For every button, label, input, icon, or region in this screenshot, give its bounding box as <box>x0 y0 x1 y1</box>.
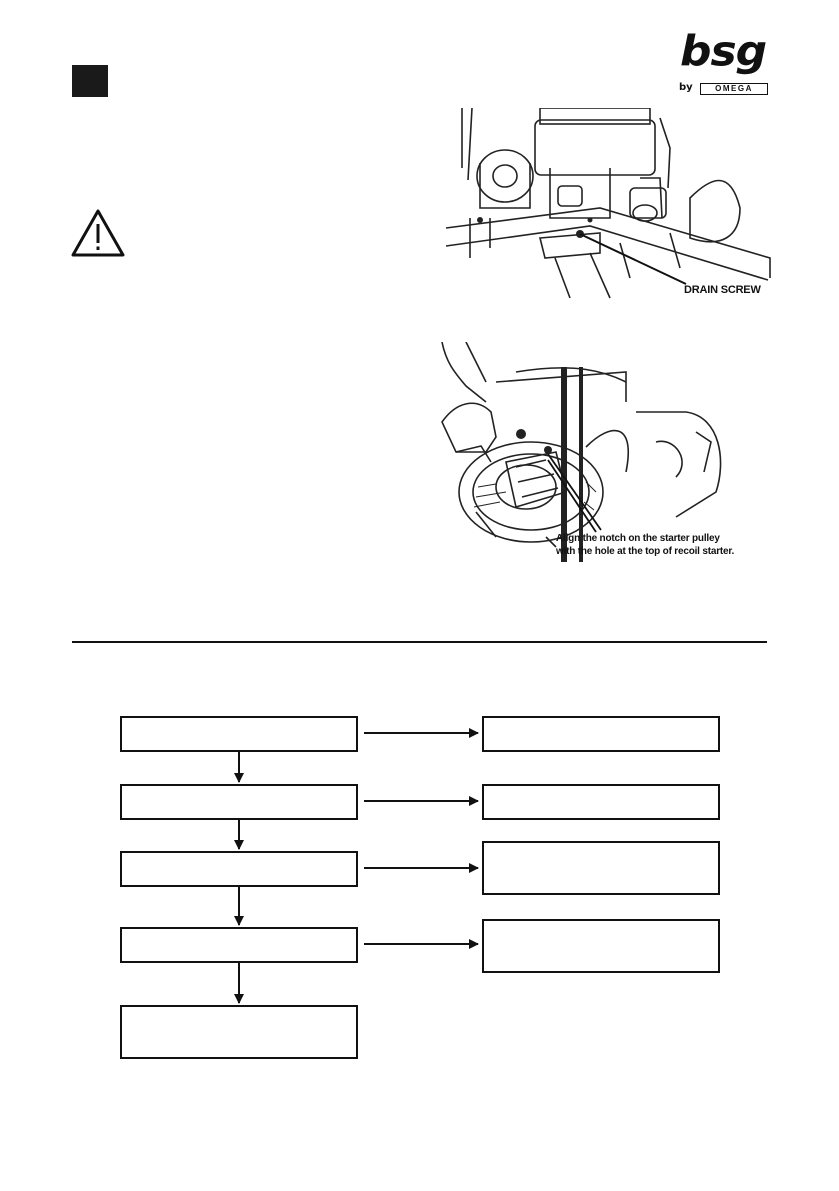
logo-wordmark: bsg <box>680 27 767 76</box>
caption-line-2: with the hole at the top of recoil starter. <box>556 546 735 557</box>
logo-by: by <box>679 82 693 93</box>
logo-omega: OMEGA <box>700 83 768 95</box>
caption-line-1: Align the notch on the starter pulley <box>556 533 720 544</box>
drain-screw-label: DRAIN SCREW <box>684 284 761 296</box>
